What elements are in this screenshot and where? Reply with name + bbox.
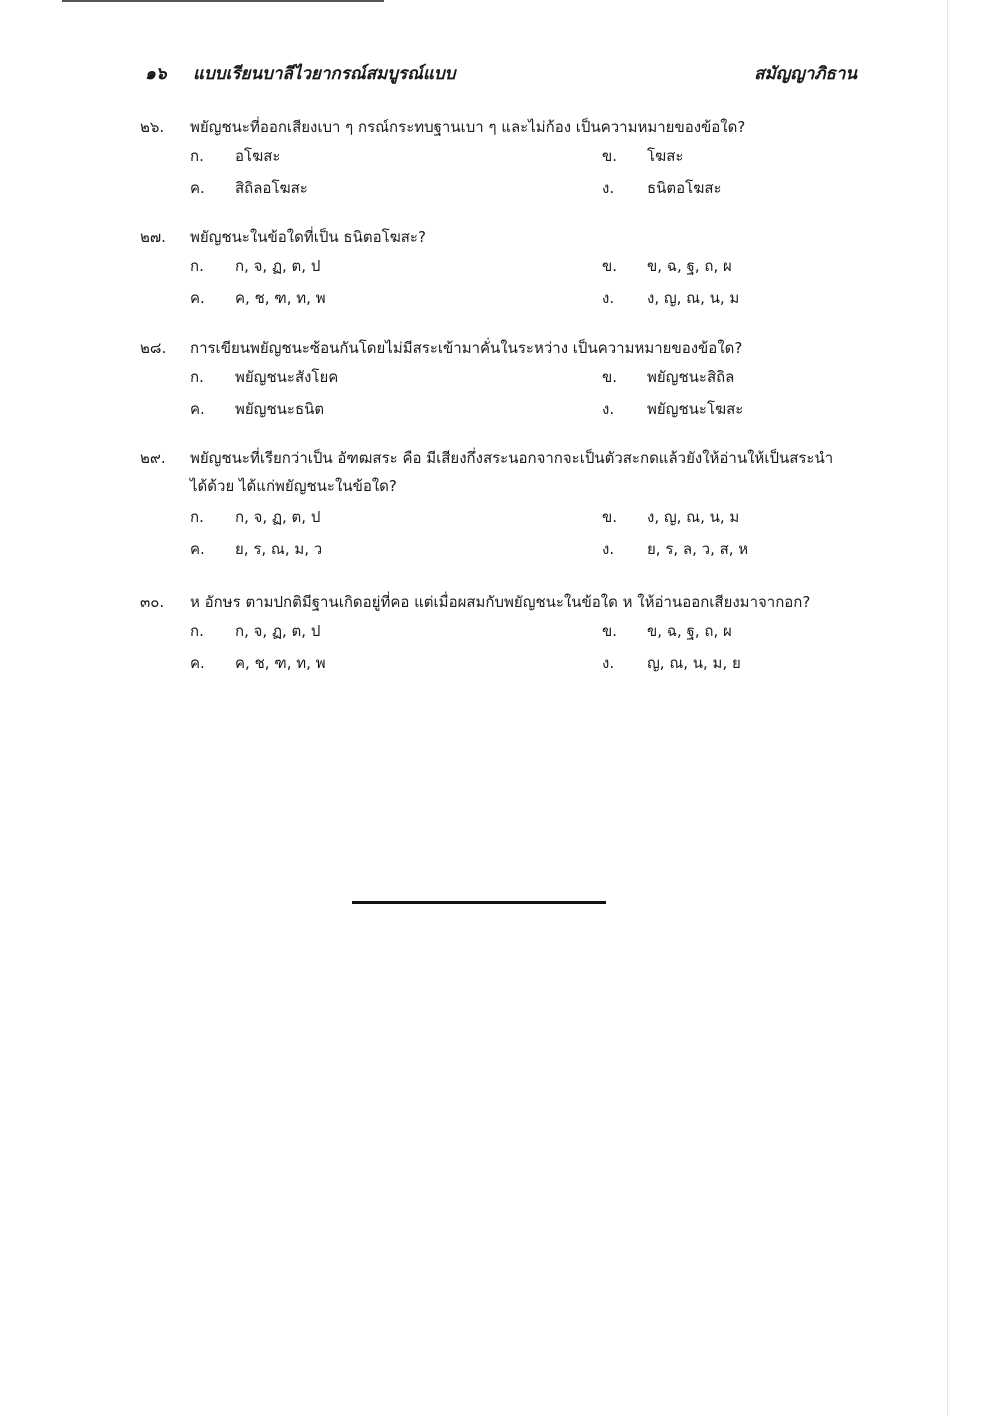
- option-letter: ง.: [602, 540, 615, 558]
- option-letter: ก.: [190, 622, 204, 640]
- option-value: พยัญชนะธนิต: [235, 400, 325, 418]
- question-line: [140, 335, 865, 361]
- option-value: ก, จ, ฏ, ต, ป: [235, 508, 321, 526]
- options-row: [140, 361, 865, 393]
- question-30: [140, 589, 865, 679]
- option-value: พยัญชนะสิถิล: [647, 368, 735, 386]
- question-text-continued: ได้ด้วย ได้แก่พยัญชนะในข้อใด?: [190, 477, 397, 495]
- option-value: พยัญชนะโฆสะ: [647, 400, 744, 418]
- option-letter: ก.: [190, 147, 204, 165]
- page-header: [145, 60, 857, 90]
- option-value: ข, ฉ, ฐ, ถ, ผ: [647, 622, 732, 640]
- question-27: [140, 224, 865, 314]
- question-line: [140, 114, 865, 140]
- option-letter: ค.: [190, 400, 205, 418]
- section-end-rule: [352, 901, 606, 904]
- question-28: [140, 335, 865, 425]
- options-row: [140, 250, 865, 282]
- option-value: อโฆสะ: [235, 147, 281, 165]
- options-row: [140, 282, 865, 314]
- option-letter: ข.: [602, 508, 618, 526]
- options-row: [140, 533, 865, 565]
- book-title: แบบเรียนบาลีไวยากรณ์สมบูรณ์แบบ: [193, 64, 456, 84]
- option-value: ญ, ณ, น, ม, ย: [647, 654, 741, 672]
- option-letter: ข.: [602, 257, 618, 275]
- question-line: [140, 589, 865, 615]
- option-letter: ก.: [190, 257, 204, 275]
- question-text: พยัญชนะที่ออกเสียงเบา ๆ กรณ์กระทบฐานเบา ๆ และไม่ก้อง เป็นความหมายของข้อใด?: [190, 118, 746, 136]
- option-value: ง, ญ, ณ, น, ม: [647, 508, 740, 526]
- option-letter: ก.: [190, 368, 204, 386]
- option-value: ค, ช, ฑ, ท, พ: [235, 654, 326, 672]
- options-row: [140, 393, 865, 425]
- question-text: ห อักษร ตามปกติมีฐานเกิดอยู่ที่คอ แต่เมื่อผสมกับพยัญชนะในข้อใด ห ให้อ่านออกเสียงมาจากอก?: [190, 593, 811, 611]
- question-number: ๓๐.: [140, 593, 165, 611]
- chapter-title: สมัญญาภิธาน: [754, 64, 857, 84]
- question-text: พยัญชนะที่เรียกว่าเป็น อัฑฒสระ คือ มีเสียงกึ่งสระนอกจากจะเป็นตัวสะกดแล้วยังให้อ่านให้เป็นสระนำ: [190, 449, 834, 467]
- question-number: ๒๗.: [140, 228, 166, 246]
- option-value: โฆสะ: [647, 147, 684, 165]
- options-row: [140, 501, 865, 533]
- question-26: [140, 114, 865, 204]
- scan-artifact-line: [62, 0, 384, 2]
- option-value: ก, จ, ฏ, ต, ป: [235, 622, 321, 640]
- option-letter: ง.: [602, 289, 615, 307]
- option-letter: ข.: [602, 147, 618, 165]
- question-text: การเขียนพยัญชนะซ้อนกันโดยไม่มีสระเข้ามาคั่นในระหว่าง เป็นความหมายของข้อใด?: [190, 339, 743, 357]
- option-letter: ข.: [602, 368, 618, 386]
- option-value: ธนิตอโฆสะ: [647, 179, 722, 197]
- question-line: [140, 445, 865, 471]
- option-letter: ข.: [602, 622, 618, 640]
- option-value: ย, ร, ล, ว, ส, ห: [647, 540, 749, 558]
- question-line: [140, 224, 865, 250]
- question-number: ๒๘.: [140, 339, 167, 357]
- scan-artifact-edge: [947, 0, 948, 1416]
- options-row: [140, 615, 865, 647]
- option-value: ก, จ, ฏ, ต, ป: [235, 257, 321, 275]
- question-text: พยัญชนะในข้อใดที่เป็น ธนิตอโฆสะ?: [190, 228, 426, 246]
- option-value: ค, ช, ฑ, ท, พ: [235, 289, 326, 307]
- options-row: [140, 647, 865, 679]
- option-letter: ค.: [190, 179, 205, 197]
- question-number: ๒๙.: [140, 449, 166, 467]
- option-value: ย, ร, ณ, ม, ว: [235, 540, 323, 558]
- question-number: ๒๖.: [140, 118, 165, 136]
- option-letter: ก.: [190, 508, 204, 526]
- option-letter: ค.: [190, 654, 205, 672]
- option-letter: ง.: [602, 400, 615, 418]
- option-value: ข, ฉ, ฐ, ถ, ผ: [647, 257, 732, 275]
- option-value: ง, ญ, ณ, น, ม: [647, 289, 740, 307]
- option-letter: ง.: [602, 179, 615, 197]
- page-number: ๑๖: [145, 64, 167, 84]
- options-row: [140, 172, 865, 204]
- option-letter: ง.: [602, 654, 615, 672]
- option-letter: ค.: [190, 289, 205, 307]
- option-value: พยัญชนะสังโยค: [235, 368, 339, 386]
- option-letter: ค.: [190, 540, 205, 558]
- question-29: [140, 445, 865, 565]
- options-row: [140, 140, 865, 172]
- option-value: สิถิลอโฆสะ: [235, 179, 308, 197]
